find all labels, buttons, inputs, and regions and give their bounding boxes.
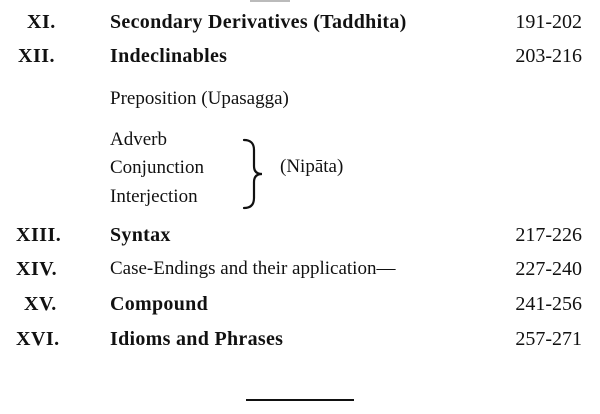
- sub-entry-adverb: Adverb: [110, 129, 167, 150]
- entry-title-secondary-derivatives: Secondary Derivatives (Taddhita): [110, 11, 407, 33]
- entry-numeral-xi: XI.: [27, 11, 56, 33]
- entry-title-idioms-and-phrases: Idioms and Phrases: [110, 328, 284, 350]
- entry-title-indeclinables: Indeclinables: [110, 45, 228, 67]
- sub-entry-interjection: Interjection: [110, 186, 198, 207]
- grouping-brace: [236, 138, 266, 210]
- sub-entry-preposition: Preposition (Upasagga): [110, 88, 289, 109]
- sub-entry-conjunction: Conjunction: [110, 157, 204, 178]
- entry-pages-xi: 191-202: [515, 11, 582, 33]
- entry-numeral-xvi: XVI.: [16, 328, 60, 350]
- nipata-label: (Nipāta): [280, 156, 344, 177]
- entry-pages-xii: 203-216: [515, 45, 582, 67]
- entry-numeral-xiv: XIV.: [16, 258, 58, 280]
- entry-numeral-xii: XII.: [18, 45, 56, 67]
- entry-numeral-xv: XV.: [24, 293, 57, 315]
- clipped-top-mark: [250, 0, 290, 2]
- entry-pages-xiv: 227-240: [515, 258, 582, 280]
- entry-title-case-endings: Case-Endings and their application—: [110, 258, 396, 279]
- entry-pages-xiii: 217-226: [515, 224, 582, 246]
- entry-title-syntax: Syntax: [110, 224, 171, 246]
- entry-numeral-xiii: XIII.: [16, 224, 62, 246]
- end-rule: [246, 399, 354, 401]
- entry-title-compound: Compound: [110, 293, 208, 315]
- entry-pages-xvi: 257-271: [515, 328, 582, 350]
- entry-pages-xv: 241-256: [515, 293, 582, 315]
